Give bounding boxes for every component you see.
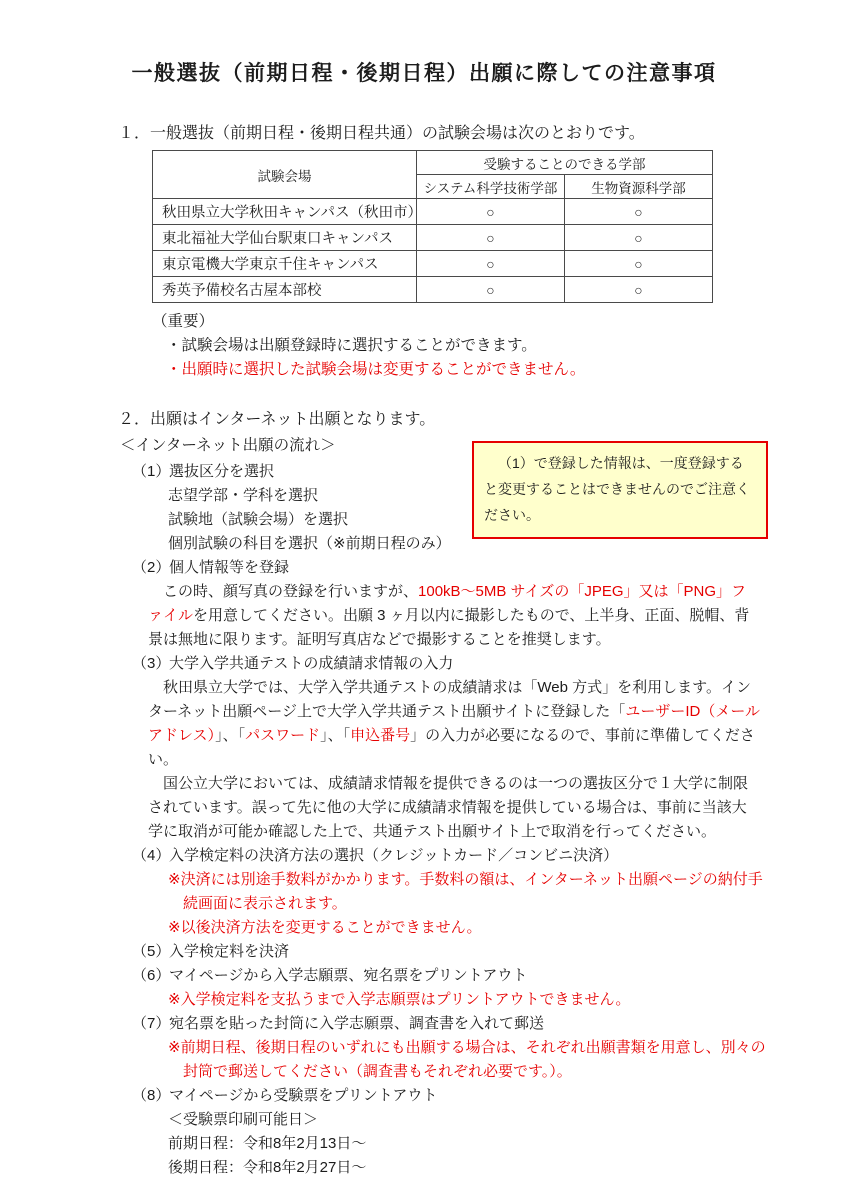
important-notes [152,310,848,382]
step-label: （5） [132,943,171,960]
flow-step-4 [0,844,848,940]
bio-faculty-header: 生物資源科学部 [565,175,713,199]
table-row [153,225,713,251]
step-label: （2） [132,559,171,576]
step-label: （6） [132,967,171,984]
flow-step-8 [0,1084,848,1180]
step-title: マイページから入学志願票、宛名票をプリントアウト [169,967,528,984]
paragraph-highlight: 100kB～5MB サイズの「JPEG」又は「PNG」ファイル [148,583,747,624]
paragraph-highlight: パスワード [245,727,321,744]
venue-name: 秋田県立大学秋田キャンパス（秋田市） [153,199,417,225]
table-header-row [153,151,713,175]
section-2-heading: ２．出願はインターネット出願となります。 [118,411,436,428]
step-subline: 前期日程：令和8年2月13日～ [168,1135,367,1152]
important-note: ・試験会場は出願登録時に選択することができます。 [166,337,537,354]
sys-faculty-header: システム科学技術学部 [417,175,565,199]
availability-mark: ○ [417,199,565,225]
step-title: 個人情報等を登録 [169,559,290,576]
step-title: マイページから受験票をプリントアウト [169,1087,438,1104]
paragraph-text: を用意してください。出願 3 ヶ月以内に撮影したもので、上半身、正面、脱帽、背景は無地に限ります。証明写真店などで撮影することを推奨します。 [148,607,750,648]
paragraph-text: 」、「 [215,727,246,744]
step-subline: ＜受験票印刷可能日＞ [168,1111,319,1128]
table-row [153,251,713,277]
step-title: 入学検定料の決済方法の選択（クレジットカード／コンビニ決済） [169,847,619,864]
paragraph-highlight: ユーザーID（メールアドレス） [148,703,761,744]
venue-column-header: 試験会場 [153,151,417,199]
availability-mark: ○ [417,225,565,251]
step-label: （4） [132,847,171,864]
step-title: 選抜区分を選択 [169,463,275,480]
availability-mark: ○ [417,251,565,277]
step-title: 宛名票を貼った封筒に入学志願票、調査書を入れて郵送 [169,1015,545,1032]
venue-name: 東京電機大学東京千住キャンパス [153,251,417,277]
important-label: （重要） [152,313,215,330]
flow-step-2 [0,556,848,652]
step-label: （7） [132,1015,171,1032]
step-title: 入学検定料を決済 [169,943,290,960]
application-flow [0,460,848,1180]
step-warning-note: ※以後決済方法を変更することができません。 [168,919,482,936]
section-1-heading: １．一般選抜（前期日程・後期日程共通）の試験会場は次のとおりです。 [118,125,645,142]
exam-venue-table [152,150,713,303]
flow-step-5 [0,940,848,964]
flow-step-6 [0,964,848,1012]
availability-mark: ○ [565,251,713,277]
step-subline: 試験地（試験会場）を選択 [168,511,349,528]
availability-mark: ○ [565,225,713,251]
paragraph-text: 」の入力が必要になるので、事前に準備してください。 [148,727,755,768]
availability-mark: ○ [565,277,713,303]
step-warning-note: ※前期日程、後期日程のいずれにも出願する場合は、それぞれ出願書類を用意し、別々の封筒で郵送してください（調査書もそれぞれ必要です。）。 [168,1039,766,1080]
paragraph-text: この時、顔写真の登録を行いますが、 [163,583,419,600]
paragraph-text: 」、「 [320,727,351,744]
step-subline: 志望学部・学科を選択 [168,487,319,504]
step-warning-note: ※決済には別途手数料がかかります。手数料の額は、インターネット出願ページの納付手続画面に表示されます。 [168,871,763,912]
venue-name: 秀英予備校名古屋本部校 [153,277,417,303]
step-title: 大学入学共通テストの成績請求情報の入力 [169,655,454,672]
registration-warning-callout [472,441,768,539]
availability-mark: ○ [565,199,713,225]
step-warning-note: ※入学検定料を支払うまで入学志願票はプリントアウトできません。 [168,991,631,1008]
step-paragraph [148,580,760,652]
paragraph-highlight: 申込番号 [350,727,411,744]
faculties-span-header: 受験することのできる学部 [417,151,713,175]
availability-mark: ○ [417,277,565,303]
step-label: （8） [132,1087,171,1104]
important-note-red: ・出願時に選択した試験会場は変更することができません。 [166,361,586,378]
table-row [153,277,713,303]
step-subline: 後期日程：令和8年2月27日～ [168,1159,367,1176]
venue-name: 東北福祉大学仙台駅東口キャンパス [153,225,417,251]
flow-step-7 [0,1012,848,1084]
step-paragraph [148,676,760,772]
callout-text: （1）で登録した情報は、一度登録すると変更することはできませんのでご注意ください。 [484,455,750,523]
step-subline: 個別試験の科目を選択（※前期日程のみ） [168,535,451,552]
step-label: （3） [132,655,171,672]
step-label: （1） [132,463,171,480]
table-row [153,199,713,225]
flow-title: ＜インターネット出願の流れ＞ [120,437,336,454]
step-paragraph: 国公立大学においては、成績請求情報を提供できるのは一つの選抜区分で１大学に制限されています。誤って先に他の大学に成績請求情報を提供している場合は、事前に当該大学に取消が可能か確認した上で、共通テスト出願サイト上で取消を行ってください。 [148,775,749,840]
paragraph-text: 秋田県立大学では、大学入学共通テストの成績請求は「Web 方式」を利用します。インターネット出願ページ上で大学入学共通テスト出願サイトに登録した「 [148,679,751,720]
page-title: 一般選抜（前期日程・後期日程）出願に際しての注意事項 [131,62,717,85]
flow-step-3 [0,652,848,844]
